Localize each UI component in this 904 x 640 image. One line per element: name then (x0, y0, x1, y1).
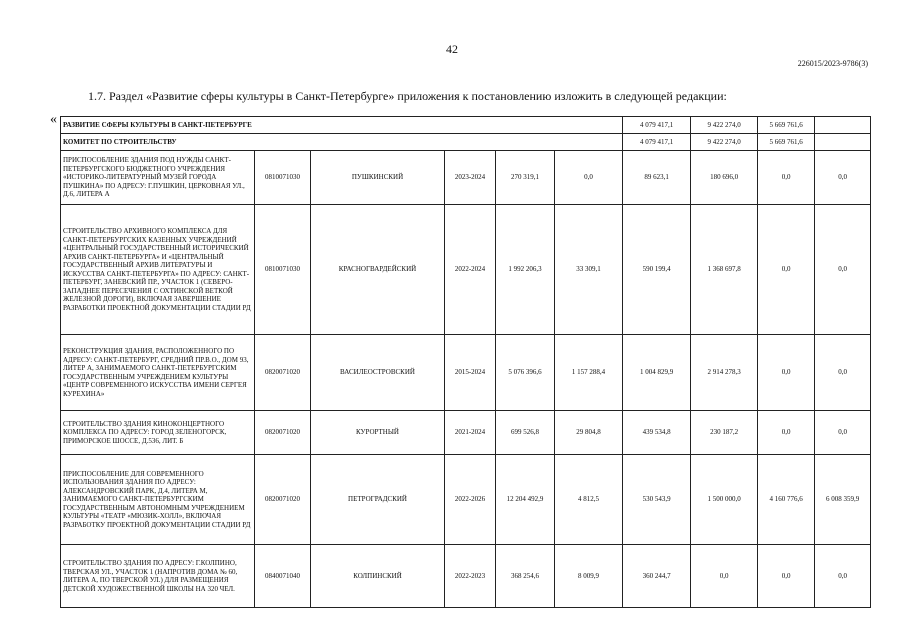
year-2024-cell: 180 696,0 (691, 151, 758, 205)
prior-funding-cell: 4 812,5 (555, 455, 623, 545)
total-cost-cell: 5 076 396,6 (496, 335, 555, 411)
object-name-cell: СТРОИТЕЛЬСТВО ЗДАНИЯ ПО АДРЕСУ: Г.КОЛПИНО, ТВЕРСКАЯ УЛ., УЧАСТОК 1 (НАПРОТИВ ДОМА № 60, ЛИТЕРА А, ПО ТВЕРСКОЙ УЛ.) ДЛЯ РАЗМЕЩЕНИЯ ДЕТСКОЙ ХУДОЖЕСТВЕННОЙ ШКОЛЫ НА 320 ЧЕЛ. (61, 545, 255, 608)
period-cell: 2022-2024 (445, 205, 496, 335)
year-2026-cell: 0,0 (815, 411, 871, 455)
committee-total-cell: 5 669 761,6 (758, 134, 815, 151)
prior-funding-cell: 29 804,8 (555, 411, 623, 455)
section-total-label: РАЗВИТИЕ СФЕРЫ КУЛЬТУРЫ В САНКТ-ПЕТЕРБУРГЕ (61, 117, 623, 134)
year-2026-cell: 0,0 (815, 545, 871, 608)
year-2024-cell: 1 368 697,8 (691, 205, 758, 335)
period-cell: 2015-2024 (445, 335, 496, 411)
year-2024-cell: 230 187,2 (691, 411, 758, 455)
district-cell: КУРОРТНЫЙ (311, 411, 445, 455)
year-2025-cell: 0,0 (758, 411, 815, 455)
page-number: 42 (446, 42, 458, 56)
year-2023-cell: 530 543,9 (623, 455, 691, 545)
total-cost-cell: 368 254,6 (496, 545, 555, 608)
table-row (61, 151, 871, 205)
total-cost-cell: 270 319,1 (496, 151, 555, 205)
year-2026-cell: 6 008 359,9 (815, 455, 871, 545)
year-2025-cell: 0,0 (758, 335, 815, 411)
table-row (61, 335, 871, 411)
year-2025-cell: 0,0 (758, 205, 815, 335)
committee-total-cell (815, 134, 871, 151)
table-row (61, 455, 871, 545)
table-row (61, 411, 871, 455)
year-2024-cell: 2 914 278,3 (691, 335, 758, 411)
section-total-cell: 5 669 761,6 (758, 117, 815, 134)
year-2026-cell: 0,0 (815, 335, 871, 411)
district-cell: КРАСНОГВАРДЕЙСКИЙ (311, 205, 445, 335)
object-name-cell: СТРОИТЕЛЬСТВО ЗДАНИЯ КИНОКОНЦЕРТНОГО КОМПЛЕКСА ПО АДРЕСУ: ГОРОД ЗЕЛЕНОГОРСК, ПРИМОРСКОЕ ШОССЕ, Д.536, ЛИТ. Б (61, 411, 255, 455)
period-cell: 2021-2024 (445, 411, 496, 455)
year-2025-cell: 4 160 776,6 (758, 455, 815, 545)
year-2023-cell: 89 623,1 (623, 151, 691, 205)
object-name-cell: СТРОИТЕЛЬСТВО АРХИВНОГО КОМПЛЕКСА ДЛЯ САНКТ-ПЕТЕРБУРГСКИХ КАЗЕННЫХ УЧРЕЖДЕНИЙ «ЦЕНТРАЛЬНЫЙ ГОСУДАРСТВЕННЫЙ ИСТОРИЧЕСКИЙ АРХИВ САНКТ-ПЕТЕРБУРГА» И «ЦЕНТРАЛЬНЫЙ ГОСУДАРСТВЕННЫЙ АРХИВ ЛИТЕРАТУРЫ И ИСКУССТВА САНКТ-ПЕТЕРБУРГА» ПО АДРЕСУ: САНКТ-ПЕТЕРБУРГ, ЗАНЕВСКИЙ ПР., УЧАСТОК 1 (СЕВЕРО-ЗАПАДНЕЕ ПЕРЕСЕЧЕНИЯ С ОХТИНСКОЙ ВЕТКОЙ ЖЕЛЕЗНОЙ ДОРОГИ), ВКЛЮЧАЯ ЗАВЕРШЕНИЕ РАЗРАБОТКИ ПРОЕКТНОЙ ДОКУМЕНТАЦИИ СТАДИИ РД (61, 205, 255, 335)
prior-funding-cell: 1 157 288,4 (555, 335, 623, 411)
committee-total-label: КОМИТЕТ ПО СТРОИТЕЛЬСТВУ (61, 134, 623, 151)
prior-funding-cell: 0,0 (555, 151, 623, 205)
year-2023-cell: 360 244,7 (623, 545, 691, 608)
code-cell: 0820071020 (255, 411, 311, 455)
projects-table (60, 116, 871, 608)
year-2023-cell: 439 534,8 (623, 411, 691, 455)
committee-total-cell: 9 422 274,0 (691, 134, 758, 151)
section-total-cell (815, 117, 871, 134)
code-cell: 0820071020 (255, 455, 311, 545)
object-name-cell: ПРИСПОСОБЛЕНИЕ ДЛЯ СОВРЕМЕННОГО ИСПОЛЬЗОВАНИЯ ЗДАНИЯ ПО АДРЕСУ: АЛЕКСАНДРОВСКИЙ ПАРК, Д.4, ЛИТЕРА М, ЗАНИМАЕМОГО САНКТ-ПЕТЕРБУРГСКИМ ГОСУДАРСТВЕННЫМ АВТОНОМНЫМ УЧРЕЖДЕНИЕМ КУЛЬТУРЫ «ТЕАТР «МЮЗИК-ХОЛЛ», ВКЛЮЧАЯ РАЗРАБОТКУ ПРОЕКТНОЙ ДОКУМЕНТАЦИИ СТАДИИ РД (61, 455, 255, 545)
district-cell: ПЕТРОГРАДСКИЙ (311, 455, 445, 545)
year-2025-cell: 0,0 (758, 151, 815, 205)
table-row (61, 545, 871, 608)
committee-total-row (61, 134, 871, 151)
table-row (61, 205, 871, 335)
year-2026-cell: 0,0 (815, 151, 871, 205)
code-cell: 0810071030 (255, 205, 311, 335)
year-2024-cell: 1 500 000,0 (691, 455, 758, 545)
year-2024-cell: 0,0 (691, 545, 758, 608)
section-total-row (61, 117, 871, 134)
code-cell: 0840071040 (255, 545, 311, 608)
committee-total-cell: 4 079 417,1 (623, 134, 691, 151)
year-2023-cell: 1 004 829,9 (623, 335, 691, 411)
total-cost-cell: 12 204 492,9 (496, 455, 555, 545)
year-2025-cell: 0,0 (758, 545, 815, 608)
opening-quote-mark: « (50, 112, 57, 127)
prior-funding-cell: 8 009,9 (555, 545, 623, 608)
year-2026-cell: 0,0 (815, 205, 871, 335)
section-total-cell: 9 422 274,0 (691, 117, 758, 134)
section-heading: 1.7. Раздел «Развитие сферы культуры в Санкт-Петербурге» приложения к постановлению изложить в следующей редакции: (88, 89, 727, 103)
period-cell: 2022-2023 (445, 545, 496, 608)
section-total-cell: 4 079 417,1 (623, 117, 691, 134)
period-cell: 2023-2024 (445, 151, 496, 205)
object-name-cell: ПРИСПОСОБЛЕНИЕ ЗДАНИЯ ПОД НУЖДЫ САНКТ-ПЕТЕРБУРГСКОГО БЮДЖЕТНОГО УЧРЕЖДЕНИЯ «ИСТОРИКО-ЛИТЕРАТУРНЫЙ МУЗЕЙ ГОРОДА ПУШКИНА» ПО АДРЕСУ: Г.ПУШКИН, ЦЕРКОВНАЯ УЛ., Д.6, ЛИТЕРА А (61, 151, 255, 205)
total-cost-cell: 1 992 206,3 (496, 205, 555, 335)
period-cell: 2022-2026 (445, 455, 496, 545)
district-cell: КОЛПИНСКИЙ (311, 545, 445, 608)
total-cost-cell: 699 526,8 (496, 411, 555, 455)
district-cell: ПУШКИНСКИЙ (311, 151, 445, 205)
document-code: 226015/2023-9786(3) (797, 59, 868, 68)
prior-funding-cell: 33 309,1 (555, 205, 623, 335)
year-2023-cell: 590 199,4 (623, 205, 691, 335)
code-cell: 0810071030 (255, 151, 311, 205)
district-cell: ВАСИЛЕОСТРОВСКИЙ (311, 335, 445, 411)
object-name-cell: РЕКОНСТРУКЦИЯ ЗДАНИЯ, РАСПОЛОЖЕННОГО ПО АДРЕСУ: САНКТ-ПЕТЕРБУРГ, СРЕДНИЙ ПР.В.О., ДОМ 93, ЛИТЕР А, ЗАНИМАЕМОГО САНКТ-ПЕТЕРБУРГСКИМ ГОСУДАРСТВЕННЫМ УЧРЕЖДЕНИЕМ КУЛЬТУРЫ «ЦЕНТР СОВРЕМЕННОГО ИСКУССТВА ИМЕНИ СЕРГЕЯ КУРЕХИНА» (61, 335, 255, 411)
code-cell: 0820071020 (255, 335, 311, 411)
